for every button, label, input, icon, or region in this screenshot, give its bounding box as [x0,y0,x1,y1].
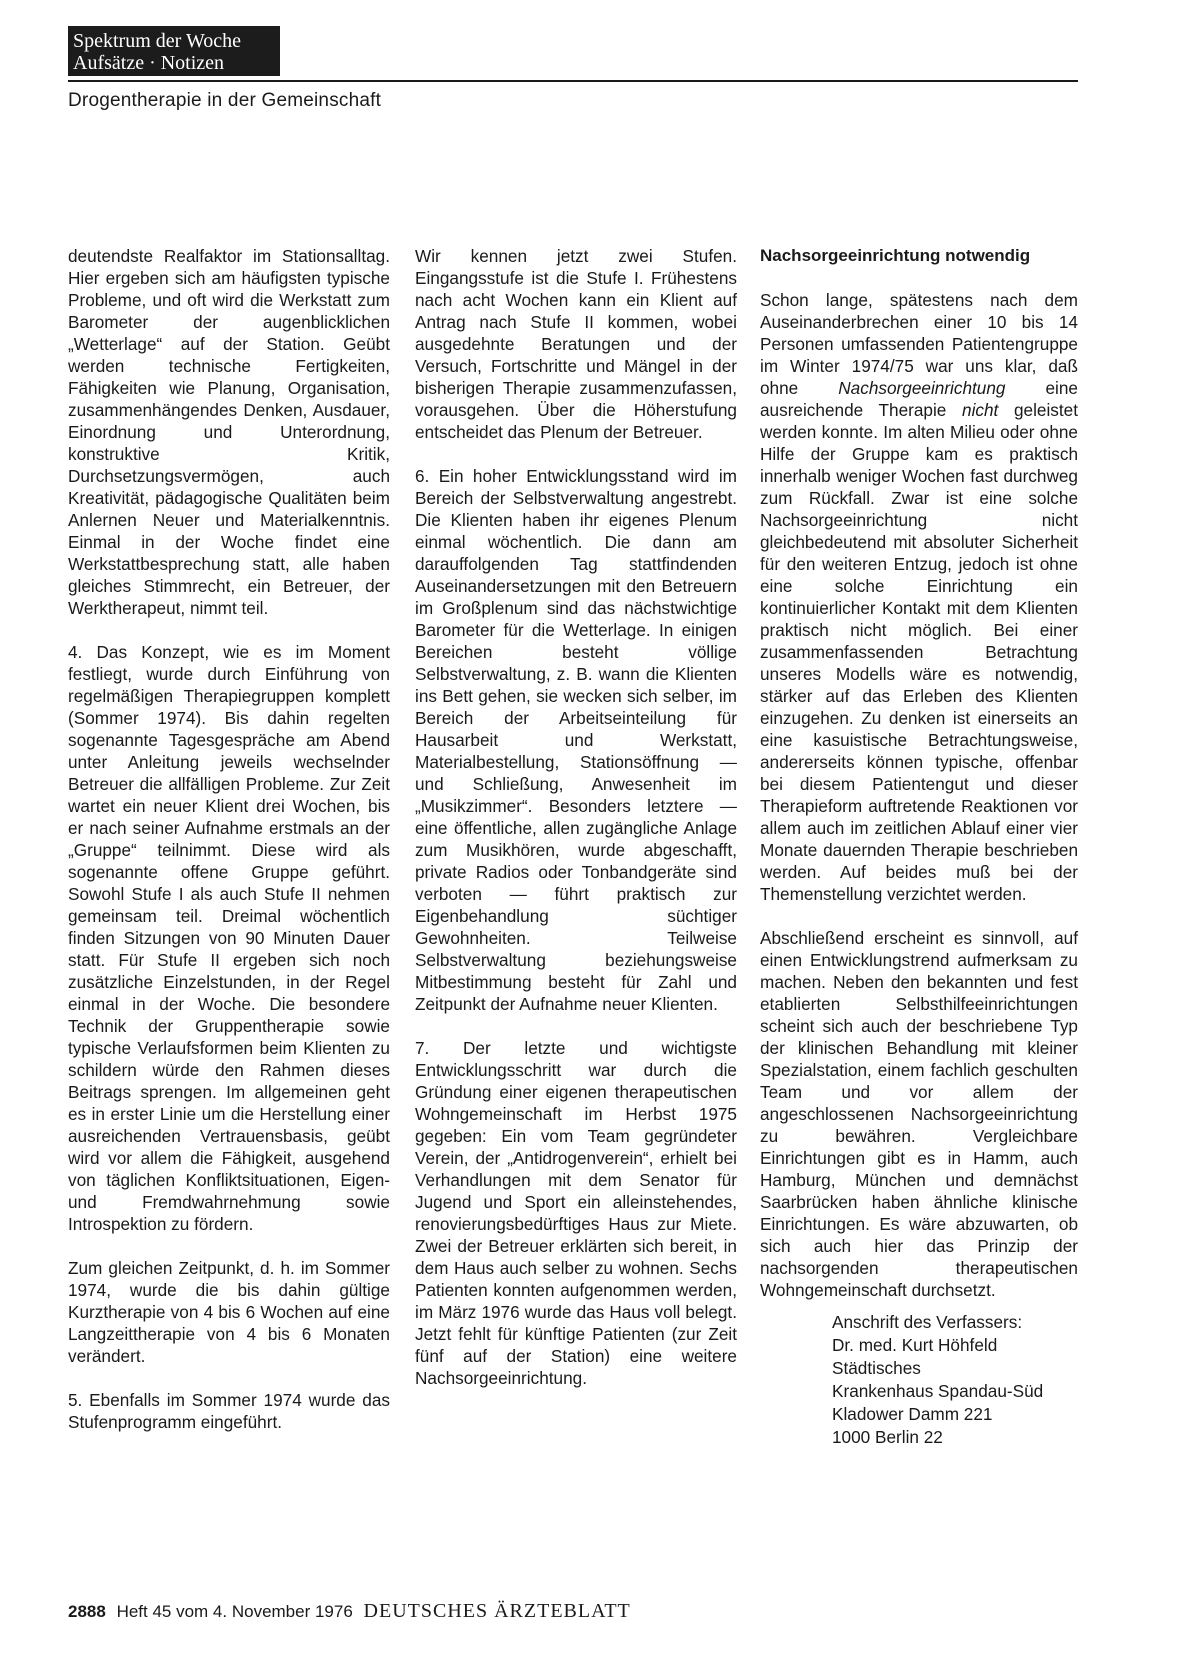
rubric-line-1: Spektrum der Woche [73,30,241,52]
page-number: 2888 [68,1602,106,1621]
col1-paragraph-4: 5. Ebenfalls im Sommer 1974 wurde das Stufenprogramm eingeführt. [68,1390,390,1432]
address-label: Anschrift des Verfassers: [832,1312,1023,1332]
address-line-2: Krankenhaus Spandau-Süd [832,1381,1044,1401]
address-street: Kladower Damm 221 [832,1404,993,1424]
rubric-header [68,26,280,76]
col2-paragraph-3: 7. Der letzte und wichtigste Entwicklungsschritt war durch die Gründung einer eigenen therapeutischen Wohngemeinschaft im Herbst 1975 gegeben: Ein vom Team gegründeter Verein, der „Antidrogenverein“, erhielt bei Verhandlungen mit dem Senator für Jugend und Sport ein alleinstehendes, renovierungsbedürftiges Haus zur Miete. Zwei der Betreuer erklärten sich bereit, in dem Haus auch selber zu wohnen. Sechs Patienten konnten aufgenommen werden, im März 1976 wurde das Haus voll belegt. Jetzt fehlt für künftige Patienten (zur Zeit fünf auf der Station) eine weitere Nachsorgeeinrichtung. [415,1038,737,1388]
col3-p1-emphasis-2: nicht [962,400,999,420]
col2-paragraph-1: Wir kennen jetzt zwei Stufen. Eingangsstufe ist die Stufe I. Frühestens nach acht Wochen kann ein Klient auf Antrag nach Stufe II kommen, wobei ausgedehnte Beratungen und der Versuch, Fortschritte und Mängel in der bisherigen Therapie zusammenzufassen, vorausgehen. Über die Höherstufung entscheidet das Plenum der Betreuer. [415,246,737,442]
col3-p1-text-a: Schon lange, spätestens nach dem Auseinanderbrechen einer 10 bis 14 Personen umfassenden Patientengruppe im Winter 1974/75 war uns klar, daß ohne [760,290,1078,398]
subheading-nachsorge: Nachsorgeeinrichtung notwendig [760,246,1031,265]
col1-paragraph-1: deutendste Realfaktor im Stationsalltag. Hier ergeben sich am häufigsten typische Probleme, und oft wird die Werkstatt zum Barometer der augenblicklichen „Wetterlage“ auf der Station. Geübt werden technische Fertigkeiten, Fähigkeiten wie Planung, Organisation, zusammenhängendes Denken, Ausdauer, Einordnung und Unterordnung, konstruktive Kritik, Durchsetzungsvermögen, auch Kreativität, pädagogische Qualitäten beim Anlernen Neuer und Materialkenntnis. Einmal in der Woche findet eine Werkstattbesprechung statt, alle haben gleiches Stimmrecht, ein Betreuer, der Werktherapeut, nimmt teil. [68,246,390,618]
rubric-line-2: Aufsätze · Notizen [73,52,225,74]
col3-p1-emphasis-1: Nachsorgeeinrichtung [838,378,1006,398]
section-title: Drogentherapie in der Gemeinschaft [68,90,382,111]
col2-paragraph-2: 6. Ein hoher Entwicklungsstand wird im Bereich der Selbstverwaltung angestrebt. Die Klienten haben ihr eigenes Plenum einmal wöchentlich. Die dann am darauffolgenden Tag stattfindenden Auseinandersetzungen mit den Betreuern im Großplenum sind das nächstwichtige Barometer für die Wetterlage. In einigen Bereichen besteht völlige Selbstverwaltung, z. B. wann die Klienten ins Bett gehen, sie wecken sich selber, im Bereich der Arbeitseinteilung für Hausarbeit und Werkstatt, Materialbestellung, Stationsöffnung — und Schließung, Anwesenheit im „Musikzimmer“. Besonders letztere — eine öffentliche, allen zugängliche Anlage zum Musikhören, wurde abgeschafft, private Radios oder Tonbandgeräte sind verboten — führt praktisch zur Eigenbehandlung süchtiger Gewohnheiten. Teilweise Selbstverwaltung beziehungsweise Mitbestimmung besteht für Zahl und Zeitpunkt der Aufnahme neuer Klienten. [415,466,737,1014]
author-name: Dr. med. Kurt Höhfeld [832,1335,998,1355]
col3-p1-text-b: eine ausreichende Therapie [760,378,1078,420]
issue-info: Heft 45 vom 4. November 1976 [116,1602,353,1621]
page-footer [68,1600,631,1623]
column-3 [760,245,1078,1449]
col1-paragraph-2: 4. Das Konzept, wie es im Moment festliegt, wurde durch Einführung von regelmäßigen Therapiegruppen komplett (Sommer 1974). Bis dahin regelten sogenannte Tagesgespräche am Abend unter Anleitung jeweils wechselnder Betreuer die allfälligen Probleme. Zur Zeit wartet ein neuer Klient drei Wochen, bis er nach seiner Aufnahme erstmals an der „Gruppe“ teilnimmt. Diese wird als sogenannte offene Gruppe geführt. Sowohl Stufe I als auch Stufe II nehmen gemeinsam teil. Dreimal wöchentlich finden Sitzungen von 90 Minuten Dauer statt. Für Stufe II ergeben sich noch zusätzliche Einzelstunden, in der Regel einmal in der Woche. Die besondere Technik der Gruppentherapie sowie typische Verlaufsformen beim Klienten zu schildern würde den Rahmen dieses Beitrags sprengen. Im allgemeinen geht es in erster Linie um die Herstellung einer ausreichenden Vertrauensbasis, geübt wird vor allem die Fähigkeit, ausgehend von täglichen Konfliktsituationen, Eigen- und Fremdwahrnehmung sowie Introspektion zu fördern. [68,642,390,1234]
column-2 [415,245,737,1411]
col3-paragraph-1 [760,289,1078,905]
col1-paragraph-3: Zum gleichen Zeitpunkt, d. h. im Sommer 1974, wurde die bis dahin gültige Kurztherapie von 4 bis 6 Wochen auf eine Langzeittherapie von 4 bis 6 Monaten verändert. [68,1258,390,1366]
col3-p1-text-c: geleistet werden konnte. Im alten Milieu oder ohne Hilfe der Gruppe kam es praktisch innerhalb weniger Wochen fast durchweg zum Rückfall. Zwar ist eine solche Nachsorgeeinrichtung nicht gleichbedeutend mit absoluter Sicherheit für den weiteren Entzug, jedoch ist ohne eine solche Einrichtung ein kontinuierlicher Kontakt mit dem Klienten praktisch nicht möglich. Bei einer zusammenfassenden Betrachtung unseres Modells wäre es notwendig, stärker auf das Erleben des Klienten einzugehen. Zu denken ist einerseits an eine kasuistische Betrachtungsweise, andererseits können typische, offenbar bei diesem Patientengut und dieser Therapieform auftretende Reaktionen vor allem auch im zeitlichen Ablauf einer vier Monate dauernden Therapie beschrieben werden. Auf beides muß bei der Themenstellung verzichtet werden. [760,400,1078,904]
header-rule [68,80,1078,82]
column-1 [68,245,390,1455]
address-line-1: Städtisches [832,1358,921,1378]
journal-name: DEUTSCHES ÄRZTEBLATT [363,1600,631,1622]
address-city: 1000 Berlin 22 [832,1427,943,1447]
author-address [832,1311,1078,1449]
col3-paragraph-2: Abschließend erscheint es sinnvoll, auf einen Entwicklungstrend aufmerksam zu machen. Neben den bekannten und fest etablierten Selbsthilfeeinrichtungen scheint sich auch der beschriebene Typ der klinischen Behandlung mit kleiner Spezialstation, einem fachlich geschulten Team und vor allem der angeschlossenen Nachsorgeeinrichtung zu bewähren. Vergleichbare Einrichtungen gibt es in Hamm, auch Hamburg, München und demnächst Saarbrücken haben ähnliche klinische Einrichtungen. Es wäre abzuwarten, ob sich auch hier das Prinzip der nachsorgenden therapeutischen Wohngemeinschaft durchsetzt. [760,928,1078,1300]
